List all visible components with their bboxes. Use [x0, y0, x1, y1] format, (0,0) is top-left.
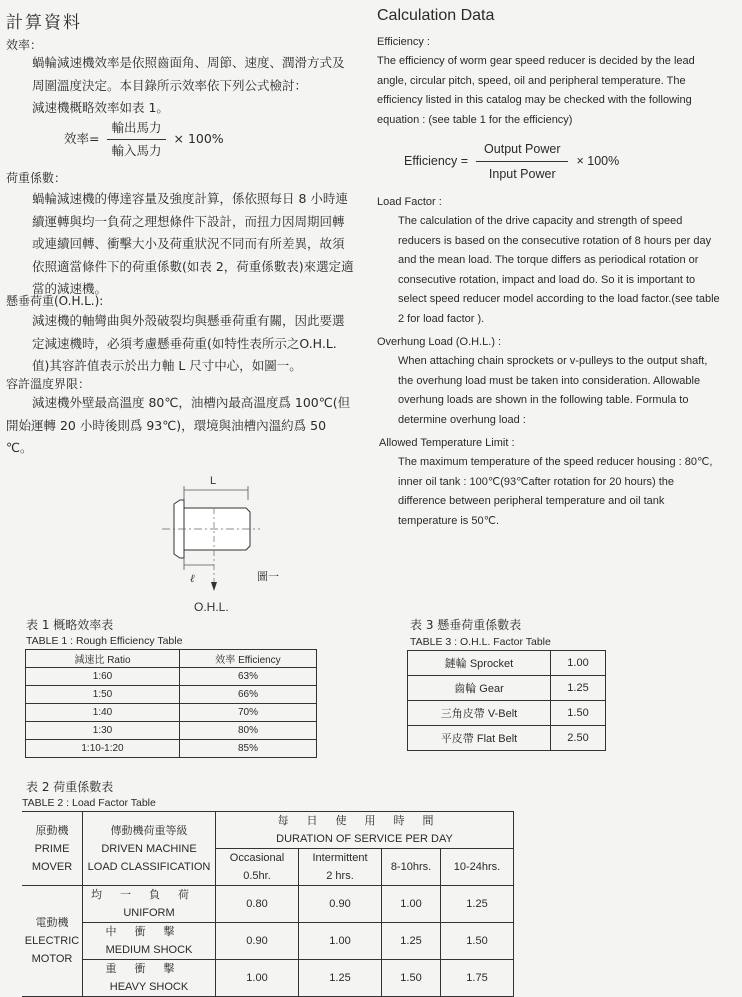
en-load-text	[398, 212, 720, 330]
prime-mover-en: MOVER	[31, 860, 73, 873]
table-row	[22, 923, 514, 960]
en-page-title: Calculation Data	[377, 7, 495, 24]
ratio-cell: 1:10-1:20	[26, 740, 180, 758]
zh-formula-fraction	[107, 120, 165, 159]
en-efficiency-formula	[404, 140, 619, 183]
load-class-cell	[83, 886, 216, 923]
en-temp-text	[398, 453, 712, 531]
table-header-cell: 減速比 Ratio	[26, 650, 180, 668]
zh-load-line: 蝸輪減速機的傳達容量及強度計算，係依照每日 8 小時連	[32, 191, 348, 206]
table3-caption-en: TABLE 3 : O.H.L. Factor Table	[410, 636, 551, 648]
duration-label: Occasional	[229, 852, 285, 864]
factor-cell: 0.90	[216, 923, 299, 960]
en-ohl-line: overhung loads are shown in the following table. Formula to	[398, 394, 689, 407]
en-ohl-heading: Overhung Load (O.H.L.) :	[377, 336, 502, 348]
zh-ohl-line: 值)其容許值表示於出力軸 L 尺寸中心，如圖一。	[32, 358, 302, 373]
figure-caption: 圖一	[257, 570, 279, 583]
prime-mover-header	[22, 812, 83, 886]
load-class-cell	[83, 923, 216, 960]
duration-column-header	[216, 849, 299, 886]
load-class-en: MEDIUM SHOCK	[105, 944, 193, 956]
ratio-cell: 1:60	[26, 668, 180, 686]
rough-efficiency-table	[25, 649, 317, 758]
table-header-row	[22, 812, 514, 849]
en-load-line: consecutive rotation, impact and load do. So it is important to	[398, 273, 696, 286]
duration-column-header: 8-10hrs.	[382, 849, 441, 886]
en-ohl-text	[398, 352, 707, 430]
zh-page-title: 計算資料	[6, 13, 82, 33]
en-load-line: 2 for load factor ).	[398, 312, 485, 325]
factor-cell: 1.25	[551, 676, 606, 701]
table-row	[22, 886, 514, 923]
drive-type-cell: 鏈輪 Sprocket	[408, 651, 551, 676]
table1-caption-zh: 表 1 概略效率表	[26, 618, 114, 632]
load-class-zh: 均一負荷	[91, 889, 207, 901]
factor-cell: 1.25	[299, 960, 382, 997]
factor-cell: 1.00	[551, 651, 606, 676]
efficiency-cell: 66%	[180, 686, 317, 704]
ratio-cell: 1:40	[26, 704, 180, 722]
table-header-cell: 效率 Efficiency	[180, 650, 317, 668]
load-class-zh: 中衝擊	[105, 926, 193, 938]
zh-efficiency-line: 蝸輪減速機效率是依照齒面角、周節、速度、潤滑方式及	[32, 55, 345, 70]
en-efficiency-heading: Efficiency :	[377, 36, 430, 48]
factor-cell: 1.25	[382, 923, 441, 960]
duration-label: Intermittent	[312, 852, 368, 864]
table-row	[22, 960, 514, 997]
table-row	[408, 701, 606, 726]
factor-cell: 0.80	[216, 886, 299, 923]
efficiency-cell: 70%	[180, 704, 317, 722]
efficiency-cell: 80%	[180, 722, 317, 740]
zh-load-line: 依照適當條件下的荷重係數(如表 2，荷重係數表)來選定適	[32, 258, 354, 274]
driven-machine-header	[83, 812, 216, 886]
en-ohl-line: When attaching chain sprockets or v-pulleys to the output shaft,	[398, 355, 708, 367]
en-efficiency-line: equation : (see table 1 for the efficiency)	[377, 113, 573, 126]
table2-caption-en: TABLE 2 : Load Factor Table	[22, 797, 156, 809]
duration-label: 0.5hr.	[243, 870, 271, 882]
table-row	[408, 651, 606, 676]
zh-efficiency-text	[32, 52, 345, 120]
en-temp-line: inner oil tank : 100℃(93℃after rotation for 20 hours) the	[398, 475, 675, 488]
table-row	[408, 726, 606, 751]
en-load-line: and the mean load. The torque differs as periodical rotation or	[398, 254, 699, 267]
zh-efficiency-line: 減速機概略效率如表 1。	[32, 100, 169, 115]
zh-ohl-line: 減速機的軸彎曲與外殼破裂均與懸垂荷重有關，因此要選	[32, 313, 345, 328]
driven-machine-en: DRIVEN MACHINE	[101, 842, 197, 855]
en-temp-line: The maximum temperature of the speed reducer housing : 80℃,	[398, 456, 713, 468]
en-formula-label: Efficiency =	[404, 153, 469, 168]
duration-header	[216, 812, 514, 849]
zh-temp-line: 減速機外壁最高溫度 80℃，油槽內最高溫度爲 100℃(但	[32, 395, 351, 410]
driven-machine-en: LOAD CLASSIFICATION	[87, 860, 211, 873]
table3-caption-zh: 表 3 懸垂荷重係數表	[410, 618, 522, 632]
en-temp-heading: Allowed Temperature Limit :	[379, 437, 515, 449]
factor-cell: 1.25	[441, 886, 514, 923]
table-row	[408, 676, 606, 701]
zh-efficiency-heading: 效率：	[6, 38, 43, 52]
table2-caption-zh: 表 2 荷重係數表	[26, 780, 114, 794]
en-formula-multiplier: × 100%	[576, 153, 620, 168]
efficiency-cell: 85%	[180, 740, 317, 758]
load-factor-table	[22, 811, 514, 997]
load-class-en: HEAVY SHOCK	[109, 981, 189, 993]
load-class-en: UNIFORM	[123, 907, 175, 919]
ratio-cell: 1:50	[26, 686, 180, 704]
factor-cell: 1.50	[441, 923, 514, 960]
zh-formula-denominator: 輸入馬力	[111, 143, 162, 158]
duration-zh: 每日使用時間	[277, 815, 452, 827]
factor-cell: 1.50	[382, 960, 441, 997]
driven-machine-zh: 傳動機荷重等級	[110, 824, 188, 837]
zh-temp-text	[6, 392, 350, 460]
zh-load-text	[32, 188, 354, 301]
electric-motor-cell	[22, 886, 83, 997]
en-load-line: select speed reducer model according to the load factor.(see table	[398, 293, 720, 306]
zh-temp-line: 開始運轉 20 小時後則爲 93℃)，環境與油槽內溫約爲 50	[6, 417, 327, 433]
duration-column-header	[299, 849, 382, 886]
factor-cell: 0.90	[299, 886, 382, 923]
zh-formula-label: 效率=	[64, 131, 100, 147]
duration-column-header: 10-24hrs.	[441, 849, 514, 886]
en-efficiency-line: efficiency listed in this catalog may be checked with the following	[377, 94, 692, 107]
figure-label-l: ℓ	[190, 573, 195, 585]
zh-load-heading: 荷重係數：	[6, 171, 67, 185]
drive-type-cell: 平皮帶 Flat Belt	[408, 726, 551, 751]
ratio-cell: 1:30	[26, 722, 180, 740]
table-row	[26, 740, 317, 758]
zh-load-line: 或連續回轉、衝擊大小及荷重狀況不同而有所差異，故須	[32, 236, 345, 251]
figure-ohl-label: O.H.L.	[194, 600, 229, 614]
en-ohl-line: the overhung load must be taken into consideration. Allowable	[398, 374, 701, 387]
table-header-row	[26, 650, 317, 668]
en-formula-denominator: Input Power	[488, 167, 556, 181]
factor-cell: 1.00	[216, 960, 299, 997]
zh-formula-multiplier: × 100%	[173, 131, 224, 147]
zh-temp-line: ℃。	[6, 440, 33, 455]
factor-cell: 1.00	[299, 923, 382, 960]
duration-en: DURATION OF SERVICE PER DAY	[276, 833, 453, 845]
table-row	[26, 668, 317, 686]
ohl-factor-table	[407, 650, 606, 751]
zh-ohl-heading: 懸垂荷重(O.H.L.):	[6, 294, 104, 308]
drive-type-cell: 齒輪 Gear	[408, 676, 551, 701]
duration-label: 2 hrs.	[326, 870, 354, 882]
load-class-cell	[83, 960, 216, 997]
en-load-heading: Load Factor :	[377, 196, 442, 208]
prime-mover-zh: 原動機	[35, 824, 69, 837]
factor-cell: 2.50	[551, 726, 606, 751]
zh-load-line: 當的減速機。	[32, 281, 108, 296]
motor-en: ELECTRIC	[24, 935, 80, 947]
load-arrow-head	[211, 582, 217, 591]
table-row	[26, 686, 317, 704]
en-efficiency-line: The efficiency of worm gear speed reducer is decided by the lead	[377, 55, 695, 67]
table-row	[26, 722, 317, 740]
zh-temp-heading: 容許溫度界限：	[6, 377, 91, 391]
en-efficiency-text	[377, 52, 695, 130]
figure-label-L: L	[210, 475, 217, 487]
motor-en: MOTOR	[31, 953, 73, 965]
factor-cell: 1.50	[551, 701, 606, 726]
en-load-line: reducers is based on the consecutive rotation of 8 hours per day	[398, 234, 712, 247]
en-ohl-line: determine overhung load :	[398, 413, 526, 426]
prime-mover-en: PRIME	[34, 842, 70, 855]
en-load-line: The calculation of the drive capacity and strength of speed	[398, 215, 683, 227]
en-formula-numerator: Output Power	[476, 140, 568, 162]
en-formula-fraction	[476, 140, 568, 183]
drive-type-cell: 三角皮帶 V-Belt	[408, 701, 551, 726]
zh-efficiency-formula	[64, 120, 224, 159]
factor-cell: 1.75	[441, 960, 514, 997]
zh-formula-numerator: 輸出馬力	[107, 120, 165, 140]
zh-efficiency-line: 周圍溫度決定。本目錄所示效率依下列公式檢討：	[32, 77, 308, 93]
en-efficiency-line: angle, circular pitch, speed, oil and peripheral temperature. The	[377, 74, 686, 87]
zh-ohl-line: 定減速機時，必須考慮懸垂荷重(如特性表所示之O.H.L.	[32, 335, 337, 351]
zh-ohl-text	[32, 310, 345, 378]
zh-load-line: 續運轉與均一負荷之理想條件下設計，而扭力因周期回轉	[32, 213, 345, 229]
en-temp-line: difference between peripheral temperature and oil tank	[398, 495, 665, 508]
load-class-zh: 重衝擊	[105, 963, 193, 975]
table1-caption-en: TABLE 1 : Rough Efficiency Table	[26, 635, 183, 647]
efficiency-cell: 63%	[180, 668, 317, 686]
factor-cell: 1.00	[382, 886, 441, 923]
en-temp-line: temperature is 50℃.	[398, 514, 500, 527]
output-shaft-figure	[150, 470, 310, 615]
motor-zh: 電動機	[35, 917, 69, 929]
table-row	[26, 704, 317, 722]
